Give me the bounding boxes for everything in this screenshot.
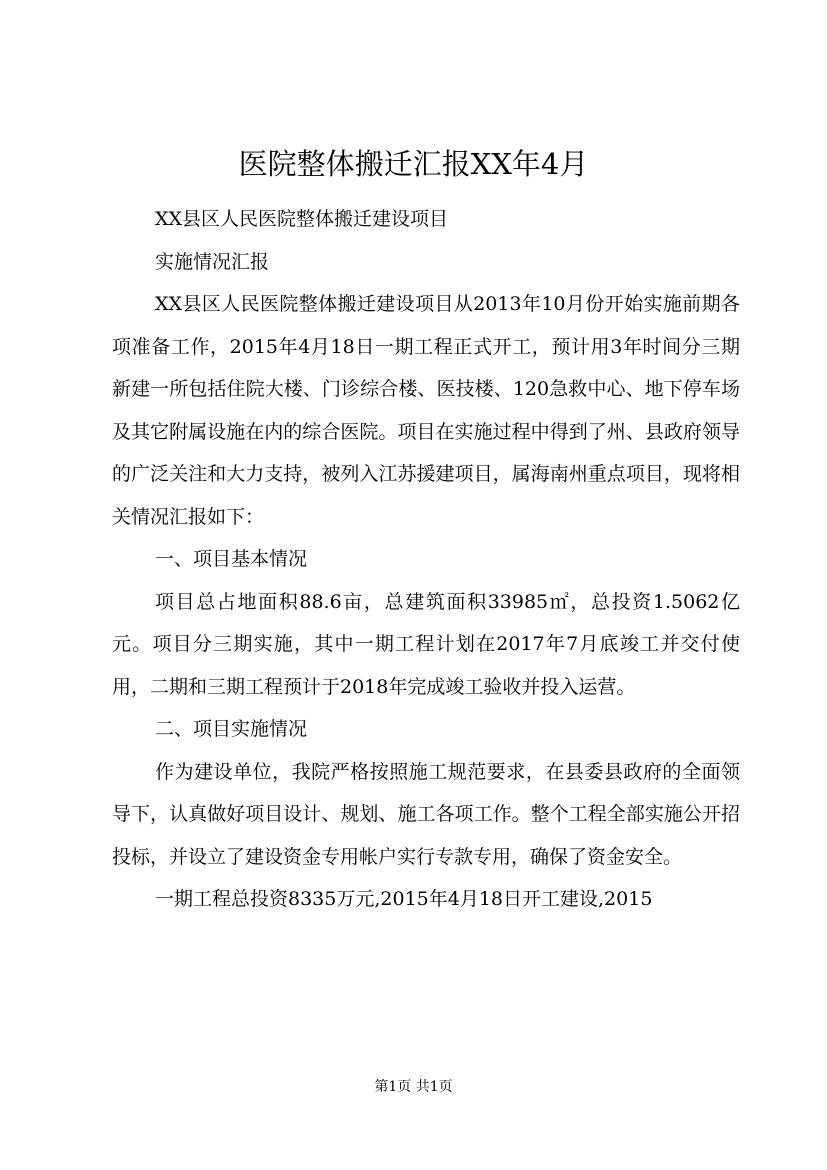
subtitle-line-1: XX县区人民医院整体搬迁建设项目 xyxy=(155,208,449,230)
phase-one-paragraph: 一期工程总投资8335万元,2015年4月18日开工建设,2015 xyxy=(155,888,653,910)
subtitle-line-2: 实施情况汇报 xyxy=(155,250,270,273)
page-footer: 第1页 共1页 xyxy=(374,1079,453,1095)
section-heading-basic: 一、项目基本情况 xyxy=(155,548,308,570)
document-title: 医院整体搬迁汇报XX年4月 xyxy=(238,147,589,181)
section-heading-implementation: 二、项目实施情况 xyxy=(155,718,308,740)
document-body xyxy=(112,198,740,921)
basic-info-paragraph: 项目总占地面积88.6亩，总建筑面积33985㎡，总投资1.5062亿元。项目分三期实施，其中一期工程计划在2017年7月底竣工并交付使用，二期和三期工程预计于2018年完成竣工验收并投入运营。 xyxy=(112,590,740,698)
implementation-paragraph: 作为建设单位，我院严格按照施工规范要求，在县委县政府的全面领导下，认真做好项目设计、规划、施工各项工作。整个工程全部实施公开招投标，并设立了建设资金专用帐户实行专款专用，确保了资金安全。 xyxy=(112,760,740,868)
intro-paragraph: XX县区人民医院整体搬迁建设项目从2013年10月份开始实施前期各项准备工作，2015年4月18日一期工程正式开工，预计用3年时间分三期新建一所包括住院大楼、门诊综合楼、医技楼、120急救中心、地下停车场及其它附属设施在内的综合医院。项目在实施过程中得到了州、县政府领导的广泛关注和大力支持，被列入江苏援建项目，属海南州重点项目，现将相关情况汇报如下： xyxy=(112,293,740,528)
